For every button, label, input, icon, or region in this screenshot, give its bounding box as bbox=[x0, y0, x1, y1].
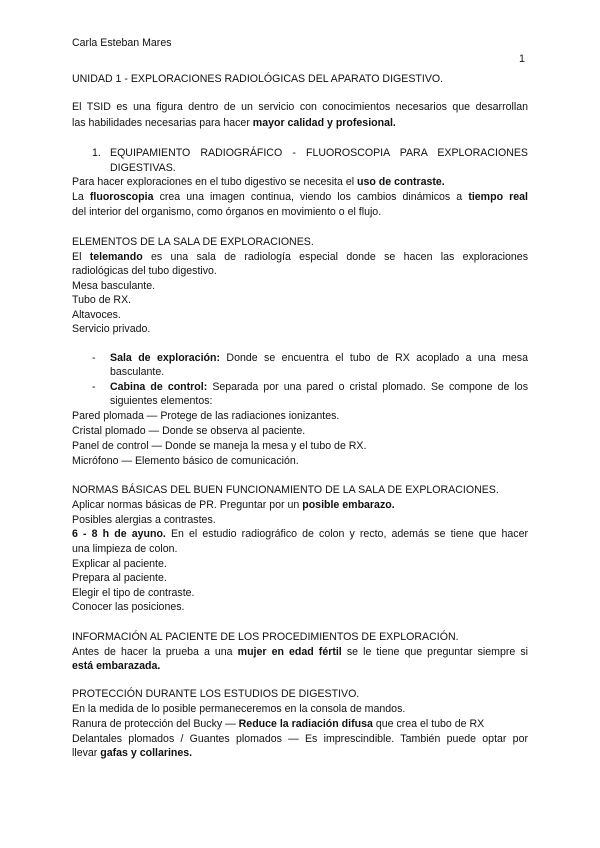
norms-heading: NORMAS BÁSICAS DEL BUEN FUNCIONAMIENTO DE LA SALA DE EXPLORACIONES. bbox=[72, 484, 499, 496]
info-p1-text-2: se le tiene que preguntar siempre si bbox=[341, 646, 528, 658]
list-item: Conocer las posiciones. bbox=[72, 601, 185, 613]
norms-paragraph-3 bbox=[72, 527, 528, 542]
section1-number: 1. bbox=[92, 147, 101, 159]
section1-title-line-2: DIGESTIVAS. bbox=[110, 162, 176, 174]
list-item: Cristal plomado — Donde se observa al paciente. bbox=[72, 425, 306, 437]
protection-p4-bold: gafas y collarines. bbox=[100, 747, 193, 759]
bullet1-line-2: basculante. bbox=[110, 366, 165, 378]
section1-p2-bold-1: fluoroscopia bbox=[89, 191, 154, 203]
bullet-marker: - bbox=[92, 352, 96, 364]
info-p1-bold: mujer en edad fértil bbox=[237, 646, 342, 658]
protection-paragraph-3: Delantales plomados / Guantes plomados — Es imprescindible. También puede optar por bbox=[72, 733, 528, 745]
norms-p3-text: En el estudio radiográfico de colon y recto, además se tiene que hacer bbox=[165, 528, 528, 540]
bullet-marker: - bbox=[92, 381, 96, 393]
elements-paragraph-1 bbox=[72, 250, 528, 265]
unit-title: UNIDAD 1 - EXPLORACIONES RADIOLÓGICAS DEL APARATO DIGESTIVO. bbox=[72, 73, 444, 85]
section1-paragraph-1 bbox=[72, 175, 528, 190]
section1-title-line-1: EQUIPAMIENTO RADIOGRÁFICO - FLUOROSCOPIA PARA EXPLORACIONES bbox=[110, 147, 528, 159]
protection-paragraph-1: En la medida de lo posible permaneceremos en la consola de mandos. bbox=[72, 703, 406, 715]
elements-p1-text-2: es una sala de radiología especial donde se hacen las exploraciones bbox=[142, 251, 528, 263]
info-paragraph-1-cont bbox=[72, 659, 528, 674]
intro-bold: mayor calidad y profesional. bbox=[252, 117, 396, 129]
section1-paragraph-2-cont: del interior del organismo, como órganos en movimiento o el flujo. bbox=[72, 206, 382, 218]
elements-p1-text-1: El bbox=[72, 251, 90, 263]
bullet2-line-2: siguientes elementos: bbox=[110, 395, 213, 407]
protection-p2-bold: Reduce la radiación difusa bbox=[238, 718, 373, 730]
protection-p2-text-1: Ranura de protección del Bucky — bbox=[72, 718, 239, 730]
norms-paragraph-1 bbox=[72, 498, 528, 513]
norms-p1-text: Aplicar normas básicas de PR. Preguntar por un bbox=[72, 499, 303, 511]
list-item: Panel de control — Donde se maneja la mesa y el tubo de RX. bbox=[72, 440, 367, 452]
intro-line-2 bbox=[72, 116, 528, 131]
list-item: Servicio privado. bbox=[72, 323, 151, 335]
list-item: Altavoces. bbox=[72, 309, 121, 321]
info-paragraph-1 bbox=[72, 645, 528, 660]
section1-p1-text: Para hacer exploraciones en el tubo digestivo se necesita el bbox=[72, 176, 358, 188]
list-item: Elegir el tipo de contraste. bbox=[72, 587, 195, 599]
bullet2-text: Separada por una pared o cristal plomado. Se compone de los bbox=[207, 381, 528, 393]
section1-paragraph-2 bbox=[72, 190, 528, 205]
elements-p1-bold: telemando bbox=[89, 251, 143, 263]
section1-p1-bold: uso de contraste. bbox=[357, 176, 445, 188]
protection-paragraph-2 bbox=[72, 717, 528, 732]
protection-p4-text: llevar bbox=[72, 747, 101, 759]
bullet1-text: Donde se encuentra el tubo de RX acoplado a una mesa bbox=[220, 352, 528, 364]
protection-p2-text-2: que crea el tubo de RX bbox=[372, 718, 485, 730]
norms-paragraph-2: Posibles alergias a contrastes. bbox=[72, 514, 216, 526]
section1-p2-text-2: crea una imagen continua, viendo los cambios dinámicos a bbox=[153, 191, 469, 203]
list-item: Pared plomada — Protege de las radiaciones ionizantes. bbox=[72, 410, 340, 422]
section1-p2-bold-2: tiempo real bbox=[468, 191, 528, 203]
protection-paragraph-4 bbox=[72, 746, 528, 761]
elements-heading: ELEMENTOS DE LA SALA DE EXPLORACIONES. bbox=[72, 236, 314, 248]
info-heading: INFORMACIÓN AL PACIENTE DE LOS PROCEDIMIENTOS DE EXPLORACIÓN. bbox=[72, 631, 459, 643]
bullet2-label: Cabina de control: bbox=[110, 381, 208, 393]
section1-p2-text-1: La bbox=[72, 191, 90, 203]
list-item: Mesa basculante. bbox=[72, 280, 156, 292]
page-number: 1 bbox=[519, 53, 525, 65]
list-item: Explicar al paciente. bbox=[72, 558, 167, 570]
info-p1-bold-2: está embarazada. bbox=[72, 660, 161, 672]
protection-heading: PROTECCIÓN DURANTE LOS ESTUDIOS DE DIGESTIVO. bbox=[72, 688, 360, 700]
list-item: Tubo de RX. bbox=[72, 294, 132, 306]
intro-text: las habilidades necesarias para hacer bbox=[72, 117, 253, 129]
norms-p1-bold: posible embarazo. bbox=[302, 499, 395, 511]
elements-paragraph-1-cont: radiológicas del tubo digestivo. bbox=[72, 265, 217, 277]
norms-p3-bold: 6 - 8 h de ayuno. bbox=[72, 528, 166, 540]
list-item: Prepara al paciente. bbox=[72, 572, 167, 584]
info-p1-text-1: Antes de hacer la prueba a una bbox=[72, 646, 238, 658]
intro-line-1: El TSID es una figura dentro de un servicio con conocimientos necesarios que desarrollan bbox=[72, 101, 528, 113]
norms-paragraph-3-cont: una limpieza de colon. bbox=[72, 543, 178, 555]
bullet1-label: Sala de exploración: bbox=[110, 352, 220, 364]
document-author: Carla Esteban Mares bbox=[72, 37, 172, 49]
list-item: Micrófono — Elemento básico de comunicación. bbox=[72, 455, 299, 467]
